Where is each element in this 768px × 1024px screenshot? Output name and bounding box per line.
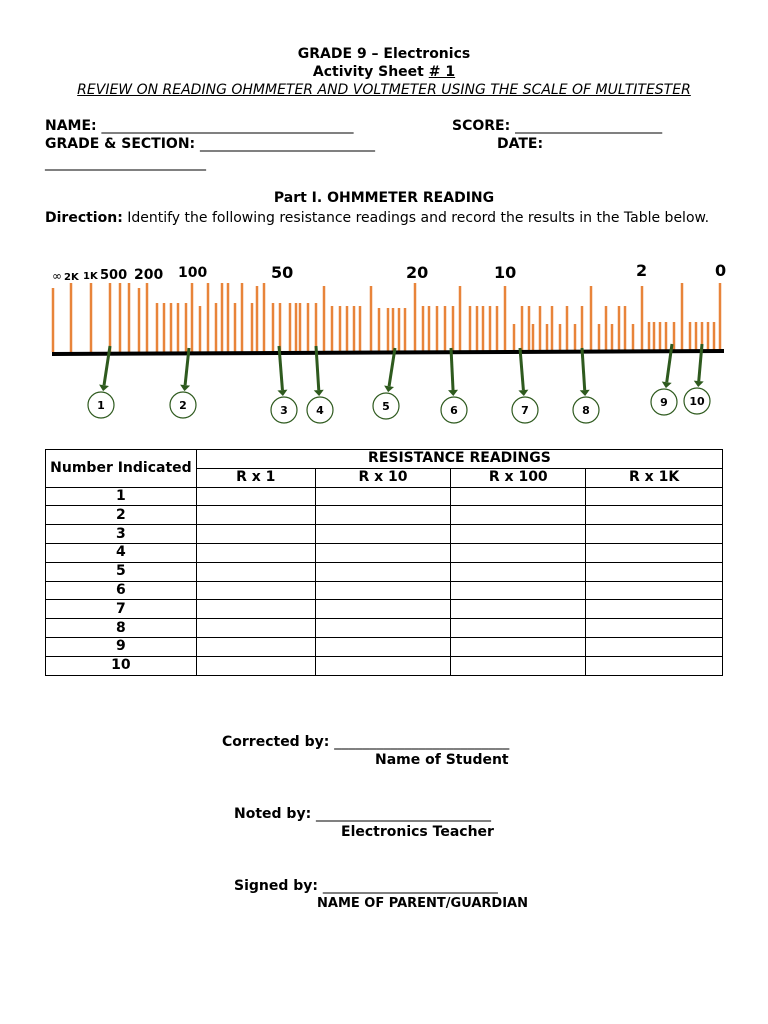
scale-label: 10	[494, 263, 517, 282]
signed-blank[interactable]: _________________________	[322, 878, 498, 894]
reading-cell[interactable]	[451, 619, 586, 638]
scale-label: 20	[406, 263, 429, 282]
arrow-head	[448, 390, 458, 396]
reading-cell[interactable]	[451, 525, 586, 544]
grade-blank[interactable]: _________________________	[200, 136, 376, 152]
readings-table	[45, 449, 723, 676]
corrected-label: Corrected by:	[222, 734, 335, 750]
scale-label: 2	[636, 261, 648, 280]
activity-title	[0, 64, 768, 80]
col-number-indicated: Number Indicated	[46, 450, 197, 488]
reading-cell[interactable]	[315, 487, 451, 506]
reading-cell[interactable]	[196, 487, 315, 506]
part1-heading: Part I. OHMMETER READING	[273, 190, 495, 206]
score-blank[interactable]: _____________________	[515, 118, 663, 134]
table-row	[46, 619, 723, 638]
arrow-head	[384, 385, 394, 392]
reading-cell[interactable]	[196, 656, 315, 675]
reading-cell[interactable]	[196, 525, 315, 544]
scale-ticks	[53, 283, 720, 352]
marker-number: 4	[316, 404, 324, 417]
noted-label: Noted by:	[234, 806, 317, 822]
reading-cell[interactable]	[586, 600, 723, 619]
signed-row	[234, 878, 498, 894]
reading-cell[interactable]	[451, 637, 586, 656]
reading-cell[interactable]	[196, 619, 315, 638]
reading-cell[interactable]	[315, 506, 451, 525]
table-row	[46, 656, 723, 675]
reading-cell[interactable]	[586, 581, 723, 600]
marker-number: 3	[280, 404, 288, 417]
arrow-head	[99, 384, 109, 391]
table-row	[46, 543, 723, 562]
reading-cell[interactable]	[586, 619, 723, 638]
corrected-blank[interactable]: _________________________	[334, 734, 510, 750]
reading-cell[interactable]	[315, 543, 451, 562]
noted-blank[interactable]: _________________________	[316, 806, 492, 822]
reading-cell[interactable]	[451, 506, 586, 525]
reading-cell[interactable]	[196, 600, 315, 619]
row-number: 9	[46, 637, 197, 656]
reading-cell[interactable]	[196, 506, 315, 525]
reading-cell[interactable]	[586, 525, 723, 544]
activity-number: # 1	[428, 64, 456, 80]
row-number: 7	[46, 600, 197, 619]
activity-prefix: Activity Sheet	[312, 64, 429, 80]
scale-label: 1K	[83, 271, 98, 282]
name-label: NAME:	[45, 118, 102, 134]
col-rx100: R x 100	[451, 468, 586, 487]
reading-cell[interactable]	[451, 487, 586, 506]
arrow-head	[518, 390, 528, 396]
reading-cell[interactable]	[196, 543, 315, 562]
reading-cell[interactable]	[315, 619, 451, 638]
row-number: 5	[46, 562, 197, 581]
scale-arrows	[88, 344, 710, 423]
reading-cell[interactable]	[586, 656, 723, 675]
corrected-row	[222, 734, 509, 750]
table-row	[46, 525, 723, 544]
reading-cell[interactable]	[315, 581, 451, 600]
col-rx1k: R x 1K	[586, 468, 723, 487]
sheet-subtitle: REVIEW ON READING OHMMETER AND VOLTMETER USING THE SCALE OF MULTITESTER	[77, 82, 691, 98]
marker-arrow	[451, 348, 453, 390]
grade-row	[45, 136, 375, 152]
table-row	[46, 600, 723, 619]
table-row	[46, 506, 723, 525]
arrow-head	[180, 385, 190, 391]
reading-cell[interactable]	[315, 656, 451, 675]
reading-cell[interactable]	[315, 600, 451, 619]
marker-number: 5	[382, 400, 390, 413]
noted-row	[234, 806, 491, 822]
marker-number: 2	[179, 399, 187, 412]
col-rx1: R x 1	[196, 468, 315, 487]
noted-caption: Electronics Teacher	[341, 824, 494, 840]
marker-number: 7	[521, 404, 529, 417]
table-row	[46, 581, 723, 600]
score-row	[452, 118, 662, 134]
direction-label: Direction:	[45, 210, 123, 226]
direction-text: Identify the following resistance readings and record the results in the Table below.	[122, 210, 710, 226]
grade-label: GRADE & SECTION:	[45, 136, 201, 152]
scale-label: 50	[271, 263, 294, 282]
reading-cell[interactable]	[451, 581, 586, 600]
arrow-head	[277, 390, 287, 396]
arrow-head	[314, 390, 324, 396]
arrow-head	[694, 381, 704, 387]
row-number: 8	[46, 619, 197, 638]
marker-arrow	[520, 348, 523, 390]
reading-cell[interactable]	[586, 637, 723, 656]
corrected-caption: Name of Student	[375, 752, 509, 768]
reading-cell[interactable]	[196, 637, 315, 656]
name-blank[interactable]: ____________________________________	[101, 118, 354, 134]
marker-number: 1	[97, 399, 105, 412]
scale-label: 500	[100, 268, 128, 283]
reading-cell[interactable]	[451, 656, 586, 675]
scale-label: 200	[134, 267, 164, 283]
row-number: 1	[46, 487, 197, 506]
date-blank[interactable]: _______________________	[45, 155, 206, 171]
arrow-head	[580, 390, 590, 396]
row-number: 10	[46, 656, 197, 675]
score-label: SCORE:	[452, 118, 516, 134]
col-resistance-readings: RESISTANCE READINGS	[196, 450, 722, 469]
marker-number: 8	[582, 404, 590, 417]
reading-cell[interactable]	[451, 543, 586, 562]
reading-cell[interactable]	[196, 581, 315, 600]
reading-cell[interactable]	[586, 543, 723, 562]
scale-label: 0	[715, 261, 727, 280]
table-row	[46, 562, 723, 581]
marker-arrow	[582, 348, 585, 390]
marker-number: 6	[450, 404, 458, 417]
reading-cell[interactable]	[586, 562, 723, 581]
reading-cell[interactable]	[315, 562, 451, 581]
scale-label: 2K	[64, 272, 79, 283]
row-number: 4	[46, 543, 197, 562]
reading-cell[interactable]	[586, 506, 723, 525]
sheet-title: GRADE 9 – Electronics	[297, 46, 471, 62]
row-number: 3	[46, 525, 197, 544]
table-row	[46, 487, 723, 506]
reading-cell[interactable]	[196, 562, 315, 581]
table-row	[46, 637, 723, 656]
name-row	[45, 118, 354, 134]
reading-cell[interactable]	[586, 487, 723, 506]
direction	[45, 209, 735, 227]
reading-cell[interactable]	[451, 562, 586, 581]
row-number: 2	[46, 506, 197, 525]
scale-label: ∞	[52, 269, 62, 283]
reading-cell[interactable]	[315, 525, 451, 544]
arrow-head	[662, 382, 672, 389]
row-number: 6	[46, 581, 197, 600]
reading-cell[interactable]	[451, 600, 586, 619]
ohmmeter-scale	[40, 258, 730, 428]
date-label: DATE:	[497, 136, 544, 152]
col-rx10: R x 10	[315, 468, 451, 487]
scale-label: 100	[178, 265, 208, 281]
reading-cell[interactable]	[315, 637, 451, 656]
signed-caption: NAME OF PARENT/GUARDIAN	[317, 896, 528, 911]
marker-number: 9	[660, 396, 668, 409]
scale-baseline	[52, 351, 724, 354]
signed-label: Signed by:	[234, 878, 323, 894]
marker-number: 10	[689, 395, 705, 408]
